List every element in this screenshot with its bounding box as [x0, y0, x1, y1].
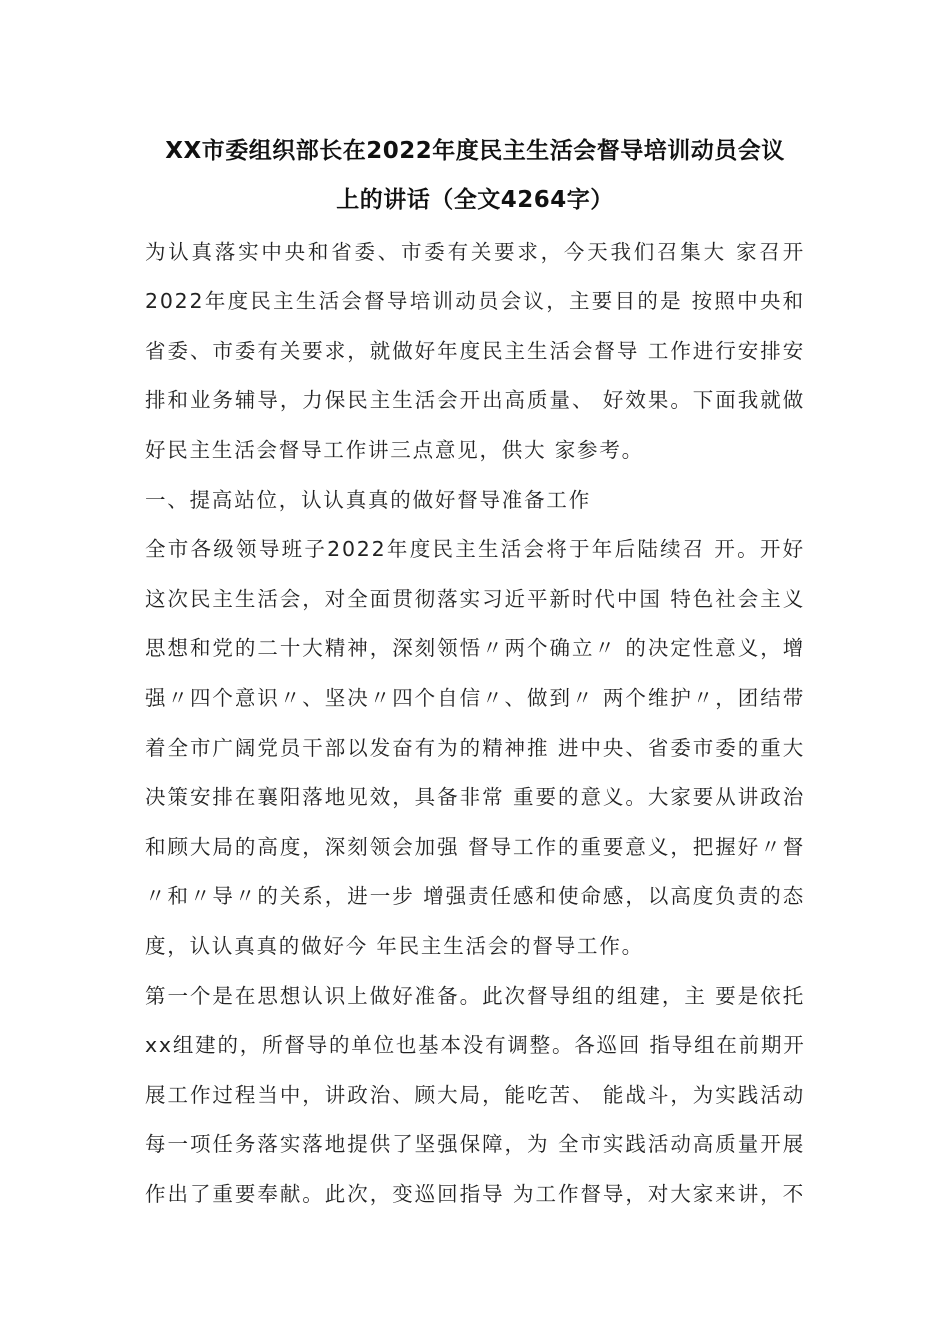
body-line: 着全市广阔党员干部以发奋有为的精神推 进中央、省委市委的重大: [145, 736, 805, 760]
body-line: 作出了重要奉献。此次，变巡回指导 为工作督导，对大家来讲，不: [145, 1182, 805, 1206]
body-line: 2022年度民主生活会督导培训动员会议，主要目的是 按照中央和: [145, 289, 805, 313]
body-line: 全市各级领导班子2022年度民主生活会将于年后陆续召 开。开好: [145, 537, 805, 561]
body-line: 好民主生活会督导工作讲三点意见，供大 家参考。: [145, 438, 644, 462]
section-heading: 一、提高站位，认认真真的做好督导准备工作: [145, 488, 591, 512]
body-line: 决策安排在襄阳落地见效，具备非常 重要的意义。大家要从讲政治: [145, 785, 805, 809]
body-line: 和顾大局的高度，深刻领会加强 督导工作的重要意义，把握好〃督: [145, 835, 805, 859]
body-line: 第一个是在思想认识上做好准备。此次督导组的组建，主 要是依托: [145, 984, 805, 1008]
body-line: 思想和党的二十大精神，深刻领悟〃两个确立〃 的决定性意义，增: [145, 636, 805, 660]
body-line: xx组建的，所督导的单位也基本没有调整。各巡回 指导组在前期开: [145, 1033, 806, 1057]
body-line: 这次民主生活会，对全面贯彻落实习近平新时代中国 特色社会主义: [145, 587, 805, 611]
body-line: 排和业务辅导，力保民主生活会开出高质量、 好效果。下面我就做: [145, 388, 805, 412]
body-line: 度，认认真真的做好今 年民主生活会的督导工作。: [145, 934, 644, 958]
body-line: 强〃四个意识〃、坚决〃四个自信〃、做到〃 两个维护〃，团结带: [145, 686, 805, 710]
document-title-line-1: XX市委组织部长在2022年度民主生活会督导培训动员会议: [165, 138, 785, 164]
body-line: 展工作过程当中，讲政治、顾大局，能吃苦、 能战斗，为实践活动: [145, 1083, 805, 1107]
body-line: 省委、市委有关要求，就做好年度民主生活会督导 工作进行安排安: [145, 339, 805, 363]
body-line: 〃和〃导〃的关系，进一步 增强责任感和使命感，以高度负责的态: [145, 884, 805, 908]
body-line: 每一项任务落实落地提供了坚强保障，为 全市实践活动高质量开展: [145, 1132, 805, 1156]
body-line: 为认真落实中央和省委、市委有关要求，今天我们召集大 家召开: [145, 240, 805, 264]
document-title-line-2: 上的讲话（全文4264字）: [336, 187, 614, 213]
